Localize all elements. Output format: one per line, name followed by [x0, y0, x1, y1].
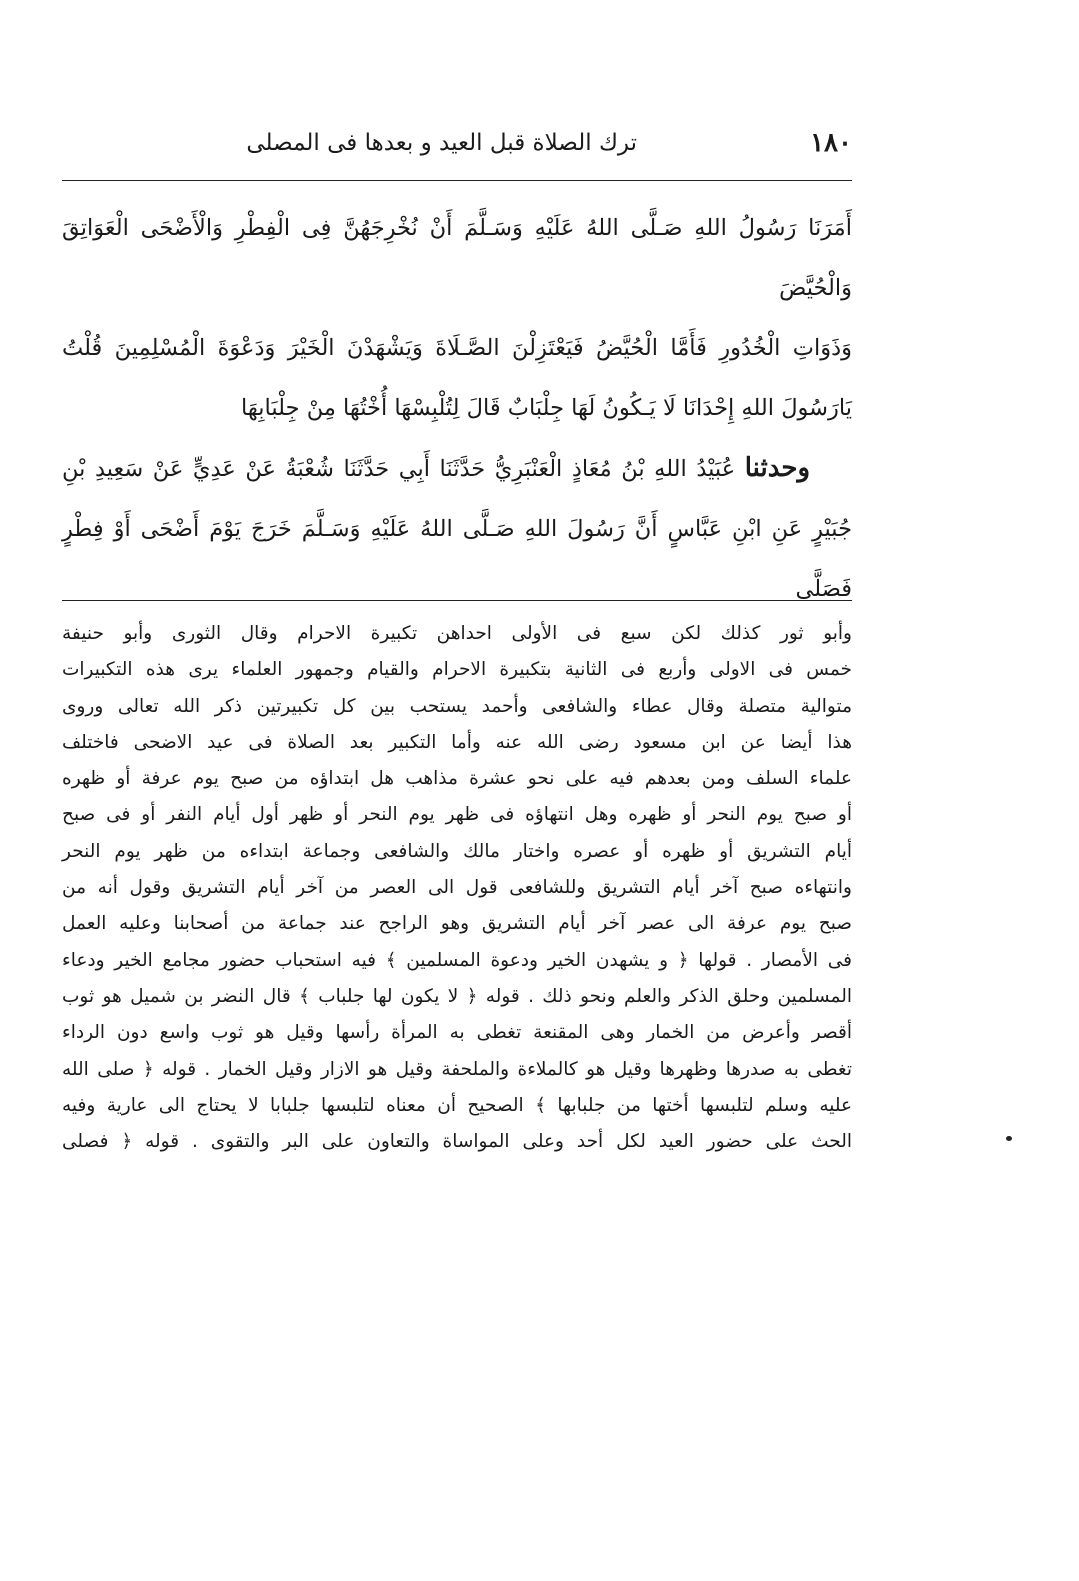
commentary-line: صبح يوم عرفة الى عصر آخر أيام التشريق وهو الراجح عند جماعة من أصحابنا وعليه العمل — [62, 913, 852, 935]
commentary-line: هذا أيضا عن ابن مسعود رضى الله عنه وأما التكبير بعد الصلاة فى عيد الاضحى فاختلف — [62, 731, 852, 753]
commentary-line: الحث على حضور العيد لكل أحد وعلى المواساة والتعاون على البر والتقوى . قوله ﴿ فصلى — [62, 1131, 852, 1153]
commentary-line: خمس فى الاولى وأربع فى الثانية بتكبيرة الاحرام والقيام وجمهور العلماء يرى هذه التكبيرات — [62, 659, 852, 681]
header-rule — [62, 180, 852, 181]
commentary-line: المسلمين وحلق الذكر والعلم ونحو ذلك . قوله ﴿ لا يكون لها جلباب ﴾ قال النضر بن شميل هو ثوب — [62, 985, 852, 1007]
commentary-line: أقصر وأعرض من الخمار وهى المقنعة تغطى به المرأة رأسها وقيل هو ثوب واسع دون الرداء — [62, 1022, 852, 1044]
commentary-line: تغطى به صدرها وظهرها وقيل هو كالملاءة والملحفة وقيل هو الازار وقيل الخمار . قوله ﴿ صلى الله — [62, 1058, 852, 1080]
commentary-line: وأبو ثور كذلك لكن سبع فى الأولى احداهن تكبيرة الاحرام وقال الثورى وأبو حنيفة — [62, 623, 852, 644]
commentary-line: أيام التشريق أو ظهره أو عصره واختار مالك والشافعى وجماعة ابتداءه من ظهر يوم النحر — [62, 840, 852, 862]
hadith-line: يَارَسُولَ اللهِ إِحْدَانَا لَا يَـكُونُ لَهَا جِلْبَابٌ قَالَ لِتُلْبِسْهَا أُخْتُهَا مِنْ جِلْبَابِهَا — [241, 395, 852, 421]
commentary-text — [62, 616, 852, 1160]
section-divider — [62, 600, 852, 601]
hadith-text — [62, 198, 852, 619]
haddathana-word: وحدثنا — [744, 453, 810, 483]
hadith-line: أَمَرَنَا رَسُولُ اللهِ صَـلَّى اللهُ عَلَيْهِ وَسَـلَّمَ أَنْ نُخْرِجَهُنَّ فِى الْفِطْرِ وَالْأَضْحَى الْعَوَاتِقَ وَالْحُيَّضَ — [62, 215, 852, 301]
page-header — [62, 128, 852, 168]
commentary-line: عليه وسلم لتلبسها أختها من جلبابها ﴾ الصحيح أن معناه لتلبسها جلبابا لا يحتاج الى عارية وفيه — [62, 1094, 852, 1116]
commentary-line: فى الأمصار . قولها ﴿ و يشهدن الخير ودعوة المسلمين ﴾ فيه استحباب حضور مجامع الخير ودعاء — [62, 949, 852, 971]
commentary-line: أو صبح يوم النحر أو ظهره وهل انتهاؤه فى ظهر يوم النحر أو ظهر أول أيام النفر أو فى صبح — [62, 804, 852, 826]
page-number: ١٨٠ — [810, 128, 852, 158]
hadith-line-text: عُبَيْدُ اللهِ بْنُ مُعَاذٍ الْعَنْبَرِيُّ حَدَّثَنَا أَبِي حَدَّثَنَا شُعْبَةُ عَنْ عَدِيٍّ عَنْ سَعِيدِ بْنِ — [62, 456, 736, 482]
ink-dot — [1006, 1136, 1012, 1141]
commentary-line: وانتهاءه صبح آخر أيام التشريق وللشافعى قول الى العصر من آخر أيام التشريق وقول أنه من — [62, 877, 852, 899]
commentary-line: متوالية متصلة وقال عطاء والشافعى وأحمد يستحب بين كل تكبيرتين ذكر الله تعالى وروى — [62, 695, 852, 717]
commentary-line: علماء السلف ومن بعدهم فيه على نحو عشرة مذاهب هل ابتداؤه من صبح يوم عرفة أو ظهره — [62, 768, 852, 790]
hadith-line: جُبَيْرٍ عَنِ ابْنِ عَبَّاسٍ أَنَّ رَسُولَ اللهِ صَـلَّى اللهُ عَلَيْهِ وَسَـلَّمَ خَرَجَ يَوْمَ أَضْحَى أَوْ فِطْرٍ فَصَلَّى — [62, 516, 852, 602]
running-title: ترك الصلاة قبل العيد و بعدها فى المصلى — [246, 130, 637, 156]
hadith-line: وَذَوَاتِ الْخُدُورِ فَأَمَّا الْحُيَّضُ فَيَعْتَزِلْنَ الصَّـلَاةَ وَيَشْهَدْنَ الْخَيْرَ وَدَعْوَةَ الْمُسْلِمِينَ قُلْتُ — [62, 335, 852, 361]
hadith-line — [62, 438, 852, 499]
